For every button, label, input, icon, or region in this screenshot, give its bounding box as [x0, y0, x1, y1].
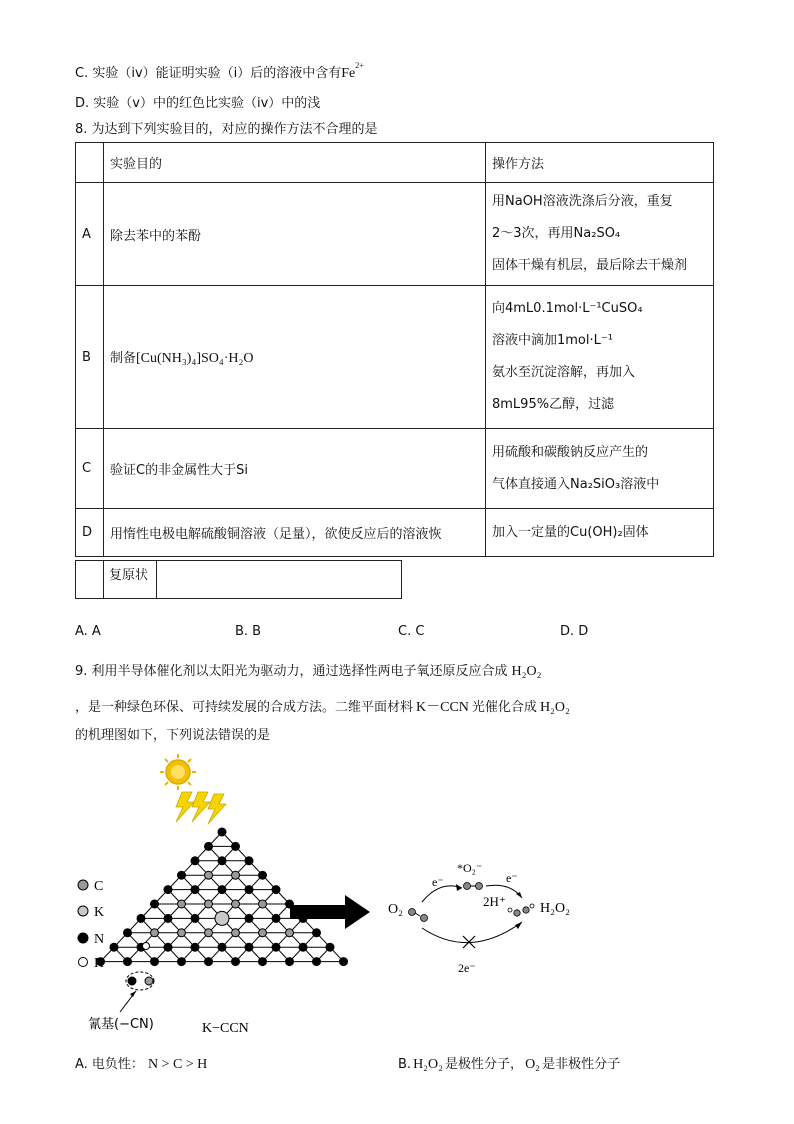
lattice-atom — [232, 929, 240, 937]
row-label: D — [76, 509, 104, 557]
lattice-atom — [272, 914, 280, 922]
lattice-atom — [110, 943, 118, 951]
lattice-atom — [191, 857, 199, 865]
row-purpose: 除去苯中的苯酚 — [104, 183, 486, 286]
two-e-label: 2e⁻ — [458, 961, 476, 975]
lattice-atom — [124, 958, 132, 966]
row-method: 用硫酸和碳酸钠反应产生的 气体直接通入Na₂SiO₃溶液中 — [486, 429, 714, 509]
q9-option-b: B. H₂O₂ 是极性分子， O₂ 是非极性分子 — [398, 1057, 621, 1072]
legend-k-label: K — [94, 905, 105, 920]
q8-option-a: A. A — [75, 624, 101, 639]
lattice-atom — [245, 943, 253, 951]
q7-option-c-text: C. 实验（iv）能证明实验（i）后的溶液中含有 — [75, 66, 342, 81]
table-row — [76, 509, 714, 557]
q7-option-c-formula: Fe — [341, 66, 356, 81]
cyano-atom — [128, 977, 136, 985]
legend-h-label: H — [94, 956, 105, 971]
row-purpose: 用惰性电极电解硫酸铜溶液（足量），欲使反应后的溶液恢 — [104, 509, 486, 557]
lattice-atom — [151, 958, 159, 966]
o2-label: O₂ — [388, 902, 403, 917]
row-label: A — [76, 183, 104, 286]
q9-stem-line2: ，是一种绿色环保、可持续发展的合成方法。二维平面材料 K－CCN 光催化合成 H₂O₂ — [75, 700, 570, 715]
q9-stem-line1: 9. 利用半导体催化剂以太阳光为驱动力，通过选择性两电子氧还原反应合成 H₂O₂ — [75, 664, 542, 679]
lattice-atom — [299, 943, 307, 951]
lattice-atom — [205, 958, 213, 966]
lattice-atom — [205, 929, 213, 937]
lattice-atom — [151, 929, 159, 937]
row-label: C — [76, 429, 104, 509]
lattice-atom — [259, 871, 267, 879]
lattice-atom — [259, 958, 267, 966]
lattice-atom — [245, 914, 253, 922]
lattice-atom — [259, 900, 267, 908]
lattice-atom — [124, 929, 132, 937]
lattice-atom — [218, 943, 226, 951]
lattice-atom — [313, 929, 321, 937]
legend-n-label: N — [94, 932, 105, 947]
q8-option-c: C. C — [398, 624, 425, 639]
row-label: B — [76, 286, 104, 429]
q8-header-blank — [76, 143, 104, 183]
q7-option-c-charge: 2+ — [355, 60, 364, 70]
lattice-atom — [164, 943, 172, 951]
table-row — [76, 429, 714, 509]
cyano-atom — [145, 977, 153, 985]
table-row — [76, 286, 714, 429]
product-label: H₂O₂ — [540, 901, 570, 916]
row-purpose: 制备[Cu(NH₃)₄]SO₄·H₂O — [104, 286, 486, 429]
lattice-atom — [151, 900, 159, 908]
lattice-atom — [178, 958, 186, 966]
lattice-atom — [232, 958, 240, 966]
overflow-row-text: 复原状 — [103, 561, 157, 598]
atom-legend — [78, 879, 104, 971]
lattice-atom — [232, 871, 240, 879]
lattice-atom — [218, 828, 226, 836]
lattice-atom — [205, 900, 213, 908]
row-method: 用NaOH溶液洗涤后分液，重复 2～3次，再用Na₂SO₄ 固体干燥有机层，最后除去干燥剂 — [486, 183, 714, 286]
q9-stem-line3: 的机理图如下，下列说法错误的是 — [75, 728, 271, 743]
q8-table — [75, 142, 714, 557]
q8-header-purpose: 实验目的 — [104, 143, 486, 183]
lattice-atom — [245, 857, 253, 865]
lattice-atom — [191, 886, 199, 894]
q7-option-d: D. 实验（v）中的红色比实验（iv）中的浅 — [75, 96, 321, 111]
lattice-atom — [178, 871, 186, 879]
lattice-atom — [137, 914, 145, 922]
lattice-atom — [218, 857, 226, 865]
mechanism-scheme — [388, 861, 570, 975]
legend-n-icon — [78, 933, 88, 943]
hydrogen-atom — [143, 943, 150, 950]
lattice-atom — [286, 958, 294, 966]
sun-icon — [160, 754, 196, 790]
lattice-atom — [340, 958, 348, 966]
material-label: K−CCN — [202, 1021, 249, 1036]
row-method: 加入一定量的Cu(OH)₂固体 — [486, 509, 714, 557]
lattice-atom — [232, 842, 240, 850]
table-row — [76, 183, 714, 286]
lattice-atom — [245, 886, 253, 894]
two-h-label: 2H⁺ — [483, 894, 506, 909]
lattice-atom — [191, 943, 199, 951]
lattice-atom — [164, 886, 172, 894]
q8-option-b: B. B — [235, 624, 262, 639]
q8-stem: 8. 为达到下列实验目的，对应的操作方法不合理的是 — [75, 122, 378, 137]
q9-option-a: A. 电负性： N > C > H — [75, 1057, 208, 1072]
lattice-atom — [286, 929, 294, 937]
q8-header-method: 操作方法 — [486, 143, 714, 183]
lattice-atom — [272, 943, 280, 951]
lattice-atom — [164, 914, 172, 922]
lattice-atom — [205, 871, 213, 879]
superoxide-label: *O₂⁻ — [457, 861, 483, 875]
lightning-icon — [176, 792, 226, 824]
lattice-atom — [259, 929, 267, 937]
cyano-label: 氰基(−CN) — [88, 1017, 154, 1032]
lattice-atom — [272, 886, 280, 894]
lattice-atom — [218, 886, 226, 894]
lattice-atom — [178, 900, 186, 908]
potassium-atom — [215, 911, 229, 925]
q9-mechanism-figure — [70, 750, 630, 1040]
lattice-atom — [178, 929, 186, 937]
q8-header-row — [76, 143, 714, 183]
q8-overflow-row — [75, 560, 402, 599]
legend-k-icon — [78, 906, 88, 916]
electron-1-label: e⁻ — [432, 875, 444, 889]
lattice-atom — [232, 900, 240, 908]
lattice-atom — [191, 914, 199, 922]
legend-c-label: C — [94, 879, 104, 894]
lattice-atom — [313, 958, 321, 966]
q8-option-d: D. D — [560, 624, 589, 639]
q7-option-c — [75, 62, 364, 82]
lattice-atom — [326, 943, 334, 951]
legend-h-icon — [79, 958, 88, 967]
big-arrow-icon — [290, 895, 370, 929]
row-purpose: 验证C的非金属性大于Si — [104, 429, 486, 509]
row-method: 向4mL0.1mol·L⁻¹CuSO₄ 溶液中滴加1mol·L⁻¹ 氨水至沉淀溶解，再加入 8mL95%乙醇，过滤 — [486, 286, 714, 429]
electron-2-label: e⁻ — [506, 871, 518, 885]
legend-c-icon — [78, 880, 88, 890]
lattice-atom — [205, 842, 213, 850]
